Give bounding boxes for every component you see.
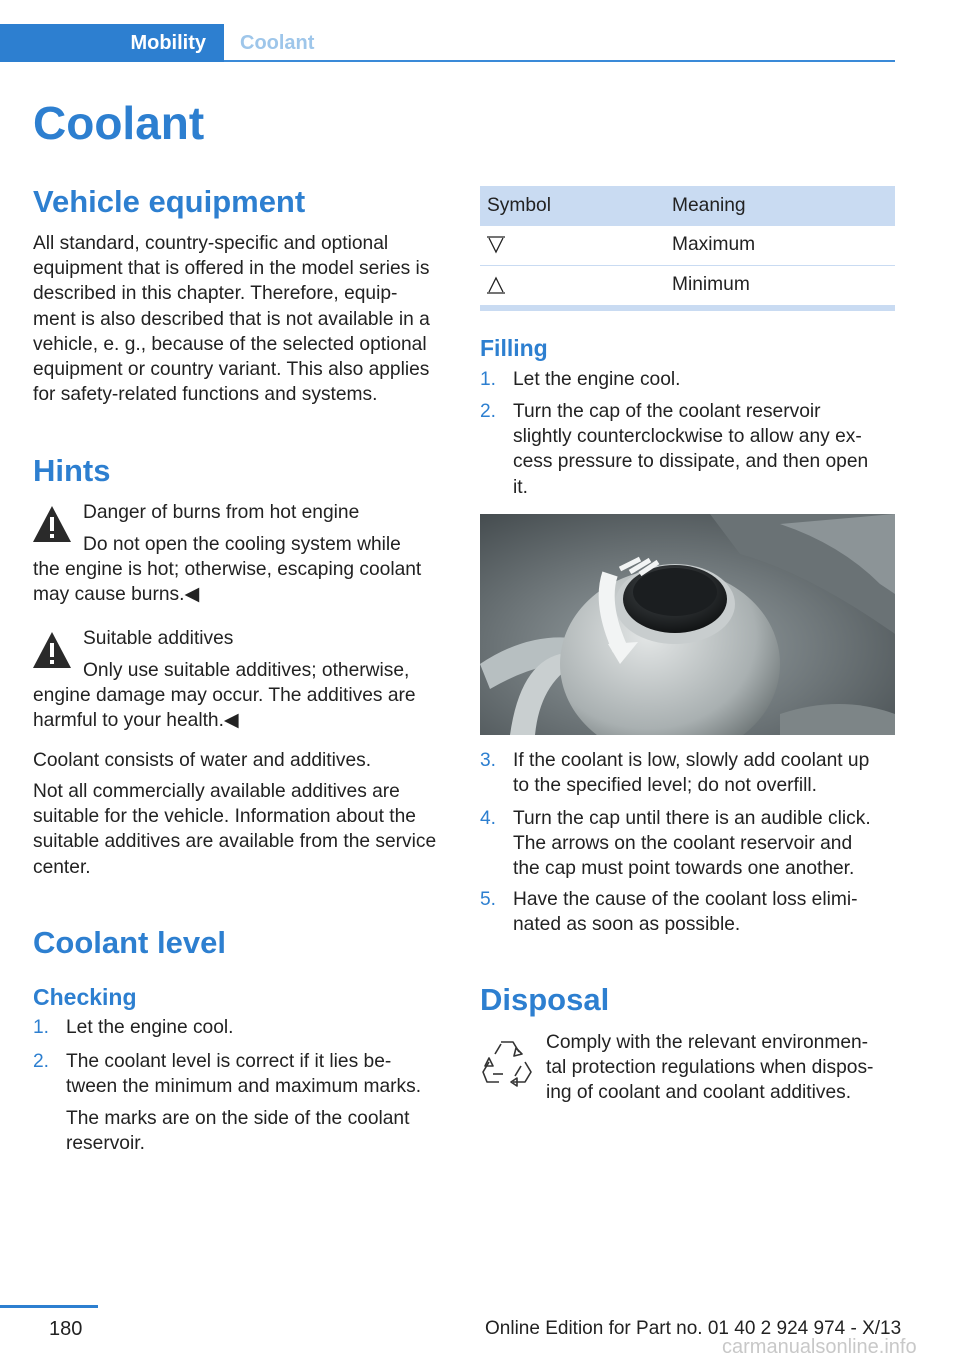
text-line: Have the cause of the coolant loss elimi‐ bbox=[513, 889, 858, 910]
symbol-table bbox=[480, 186, 895, 311]
text-line: Not all commercially available additives are bbox=[33, 781, 400, 802]
footer-rule bbox=[0, 1305, 98, 1308]
table-row bbox=[480, 226, 895, 266]
warning2-line: engine damage may occur. The additives are bbox=[33, 685, 416, 706]
text-line: slightly counterclockwise to allow any ex‐ bbox=[513, 426, 862, 448]
text-line: vehicle, e. g., because of the selected optional bbox=[33, 333, 427, 355]
tab-coolant[interactable]: Coolant bbox=[240, 32, 315, 54]
text-line: All standard, country-specific and optional bbox=[33, 233, 389, 254]
text-line: equipment or country variant. This also applies bbox=[33, 359, 430, 381]
text-line: The coolant level is correct if it lies be‐ bbox=[66, 1051, 392, 1072]
text-line: Turn the cap until there is an audible click. bbox=[513, 808, 871, 829]
step-text bbox=[513, 748, 869, 798]
coolant-level-heading: Coolant level bbox=[33, 925, 226, 960]
step-number: 1. bbox=[33, 1017, 50, 1038]
vehicle-equipment-text bbox=[33, 231, 453, 407]
warning1-line: may cause burns.◀ bbox=[33, 584, 200, 605]
step-number: 2. bbox=[33, 1051, 50, 1072]
recycling-icon bbox=[481, 1036, 533, 1088]
text-line: The arrows on the coolant reservoir and bbox=[513, 833, 853, 855]
warning-triangle-icon bbox=[32, 504, 72, 544]
step-number: 5. bbox=[480, 889, 497, 910]
step-number: 4. bbox=[480, 808, 497, 829]
column-symbol: Symbol bbox=[487, 195, 551, 216]
edition-text: Online Edition for Part no. 01 40 2 924 974 - X/13 bbox=[485, 1318, 902, 1339]
warning1-title: Danger of burns from hot engine bbox=[83, 502, 360, 523]
column-meaning: Meaning bbox=[672, 195, 746, 216]
text-line: reservoir. bbox=[66, 1133, 145, 1155]
text-line: ment is also described that is not available in a bbox=[33, 308, 430, 330]
text-line: ing of coolant and coolant additives. bbox=[546, 1082, 852, 1104]
text-line: nated as soon as possible. bbox=[513, 914, 741, 936]
text-line: cess pressure to dissipate, and then open bbox=[513, 451, 869, 473]
step-number: 1. bbox=[480, 369, 497, 390]
text-line: for safety-related functions and systems. bbox=[33, 384, 378, 406]
step-text bbox=[513, 887, 858, 937]
filling-heading: Filling bbox=[480, 335, 548, 361]
watermark: carmanualsonline.info bbox=[722, 1336, 917, 1358]
text-line: center. bbox=[33, 856, 91, 878]
page-number: 180 bbox=[49, 1318, 83, 1340]
step-text bbox=[513, 399, 868, 500]
step-text bbox=[513, 806, 871, 882]
warning-triangle-icon bbox=[32, 630, 72, 670]
text-line: to the specified level; do not overfill. bbox=[513, 775, 817, 797]
warning2-title: Suitable additives bbox=[83, 628, 234, 649]
meaning-cell: Minimum bbox=[672, 274, 750, 295]
checking-heading: Checking bbox=[33, 984, 137, 1010]
text-line: described in this chapter. Therefore, equip‐ bbox=[33, 283, 398, 305]
tab-mobility[interactable]: Mobility bbox=[0, 24, 224, 62]
warning1-line: the engine is hot; otherwise, escaping coolant bbox=[33, 559, 422, 580]
coolant-reservoir-photo bbox=[480, 514, 895, 735]
step-number: 3. bbox=[480, 750, 497, 771]
text-line: Turn the cap of the coolant reservoir bbox=[513, 401, 821, 422]
disposal-text bbox=[546, 1030, 873, 1106]
table-header bbox=[480, 186, 895, 226]
text-line: the cap must point towards one another. bbox=[513, 858, 855, 880]
disposal-heading: Disposal bbox=[480, 982, 610, 1017]
step-number: 2. bbox=[480, 401, 497, 422]
minimum-mark-icon bbox=[486, 275, 506, 295]
step-text: Let the engine cool. bbox=[513, 369, 681, 390]
vehicle-equipment-heading: Vehicle equipment bbox=[33, 184, 306, 219]
text-line: Comply with the relevant environmen‐ bbox=[546, 1032, 869, 1053]
text-line: tal protection regulations when dispos‐ bbox=[546, 1057, 874, 1079]
page-title: Coolant bbox=[33, 97, 205, 149]
step-text bbox=[66, 1049, 421, 1099]
hints-heading: Hints bbox=[33, 453, 111, 488]
warning2-line: harmful to your health.◀ bbox=[33, 710, 239, 731]
text-line: suitable for the vehicle. Information about the bbox=[33, 806, 416, 828]
text-line: equipment that is offered in the model series is bbox=[33, 258, 430, 280]
marks-note bbox=[66, 1106, 409, 1156]
text-line: suitable additives are available from the service bbox=[33, 831, 437, 853]
warning1-line: Do not open the cooling system while bbox=[83, 534, 401, 555]
additives-text bbox=[33, 779, 453, 880]
table-bottom-rule bbox=[480, 306, 895, 311]
table-row bbox=[480, 266, 895, 306]
step-text: Let the engine cool. bbox=[66, 1017, 234, 1038]
meaning-cell: Maximum bbox=[672, 234, 756, 255]
text-line: If the coolant is low, slowly add coolant up bbox=[513, 750, 870, 771]
text-line: it. bbox=[513, 476, 528, 498]
warning2-line: Only use suitable additives; otherwise, bbox=[83, 660, 410, 681]
coolant-composition-text: Coolant consists of water and additives. bbox=[33, 750, 372, 771]
maximum-mark-icon bbox=[486, 235, 506, 255]
text-line: The marks are on the side of the coolant bbox=[66, 1108, 410, 1129]
text-line: tween the minimum and maximum marks. bbox=[66, 1076, 422, 1098]
header-tabbar bbox=[0, 24, 895, 62]
reservoir-illustration bbox=[480, 514, 895, 735]
